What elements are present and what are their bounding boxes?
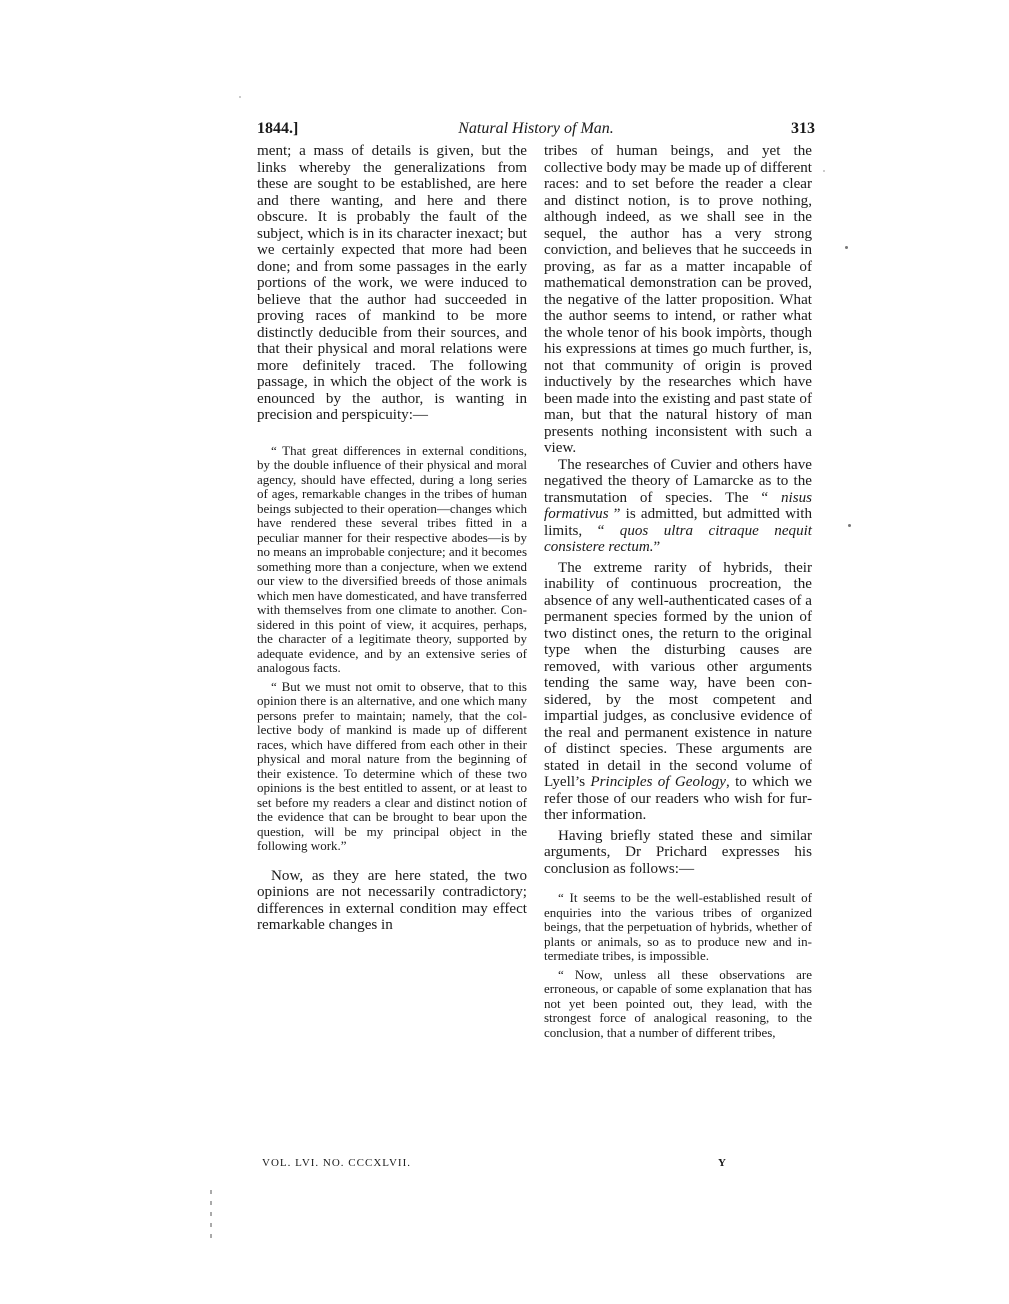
left-column [257,143,527,934]
print-speck [823,170,825,172]
print-speck [845,246,848,249]
left-paragraph-2: Now, as they are here stated, the two opinions are not necessarily contradictory; differences in external condition may effect remarkable changes in [257,867,527,933]
nisus-formativus-phrase: nisus formativus [544,489,812,522]
right-paragraph-2-part-a: The researches of Cuvier and others have negatived the theory of Lamarcke as to the transmutation of species. The “ [544,456,812,506]
volume-footer: VOL. LVI. NO. CCCXLVII. [262,1157,411,1169]
signature-mark: Y [718,1157,727,1169]
left-paragraph-1: ment; a mass of details is given, but the links whereby the generalizations from these are sought to be established, are here and there wanting, and here and there obscure. It is probably the fault of the subject, which is in its character inexact; but we certainly expected that more had been done; and from some passages in the early portions of the work, we were induced to believe that the author had succeeded in proving races of mankind to be more distinctly deducible from their sources, and that their physical and moral relations were more definitely traced. The following passage, in which the object of the work is enounced by the author, is wanting in precision and perspicuity:— [257,143,527,423]
latin-quotation: quos ultra citraque nequit consistere rectum. [544,522,812,555]
header-year: 1844.] [257,120,299,137]
right-paragraph-3-part-b: , to which we refer those of our readers who wish for further information. [544,774,812,823]
right-paragraph-4: Having briefly stated these and similar arguments, Dr Prichard expresses his conclusion as follows:— [544,827,812,877]
print-speck [848,524,851,527]
right-paragraph-3 [544,560,812,824]
binding-edge-marks [210,1190,212,1250]
running-title: Natural History of Man. [458,120,614,137]
right-paragraph-1: tribes of human beings, and yet the collective body may be made up of different races: and to set before the reader a clear and distinct notion, is to prove nothing, although indeed, as we shall see in the sequel, the author has a very strong conviction, and believes that he succeeds in proving, as far as a matter incapable of mathematical demonstration can be proved, the negative of the latter proposition. What the author seems to intend, or rather what the whole tenor of his book impòrts, though his expressions at times go much further, is, not that community of origin is proved inductively by the researches which have been made into the existing and past state of man, but that the natural history of man presents nothing inconsistent with such a view. [544,143,812,456]
left-quote-2: “ But we must not omit to observe, that to this opinion there is an alternative, and one which many persons prefer to maintain; namely, that the collective body of mankind is made up of different races, which have differed from each other in their physical and moral nature from the beginning of their existence. To determine which of these two opinions is the best entitled to assent, or at least to set before my readers a clear and distinct notion of the evidence that can be brought to bear upon the question, will be my principal object in the following work.” [257,678,527,853]
right-quote-1: “ It seems to be the well-established result of enquiries into the various tribes of organized beings, that the perpetuation of hybrids, whether of plants or animals, so as to produce new and intermediate tribes, is impossible. [544,890,812,963]
page-number: 313 [791,120,815,137]
right-paragraph-2 [544,457,812,556]
right-quote-2: “ Now, unless all these observations are erroneous, or capable of some explanation that has not yet been pointed out, they lead, with the strongest force of analogical reasoning, to the conclusion, that a number of different tribes, [544,966,812,1040]
right-paragraph-3-part-a: The extreme rarity of hybrids, their inability of continuous procreation, the absence of any well-authenticated cases of a permanent species formed by the union of two distinct ones, the return to the original type when the disturbing causes are removed, with various other arguments tending the same way, have been considered, by the most competent and impartial judges, as conclusive evidence of the real and permanent existence in nature of distinct species. These arguments are stated in detail in the second volume of Lyell’s [544,559,812,790]
right-column [544,143,812,1040]
right-paragraph-2-part-b: ” is admitted, but admitted with limits, “ [544,506,812,539]
page-header [257,120,815,140]
right-paragraph-2-part-c: ” [653,539,661,555]
left-quote-1: “ That great differences in external conditions, by the double influence of their physical and moral agency, should have effected, during a long series of ages, remarkable changes in the tribes of human beings subjected to their operation—changes which have rendered these several tribes fitted in a peculiar manner for their respective abodes—is by no means an improbable conjecture; and it becomes something more than a conjecture, when we extend our view to the diversified breeds of those animals which men have domesticated, and have transferred with themselves from one climate to another. Considered in this point of view, it acquires, perhaps, the character of a legitimate theory, supported by adequate evidence, and by an extensive series of analogous facts. [257,442,527,675]
principles-of-geology-title: Principles of Geology [590,774,726,790]
print-speck [239,96,241,98]
